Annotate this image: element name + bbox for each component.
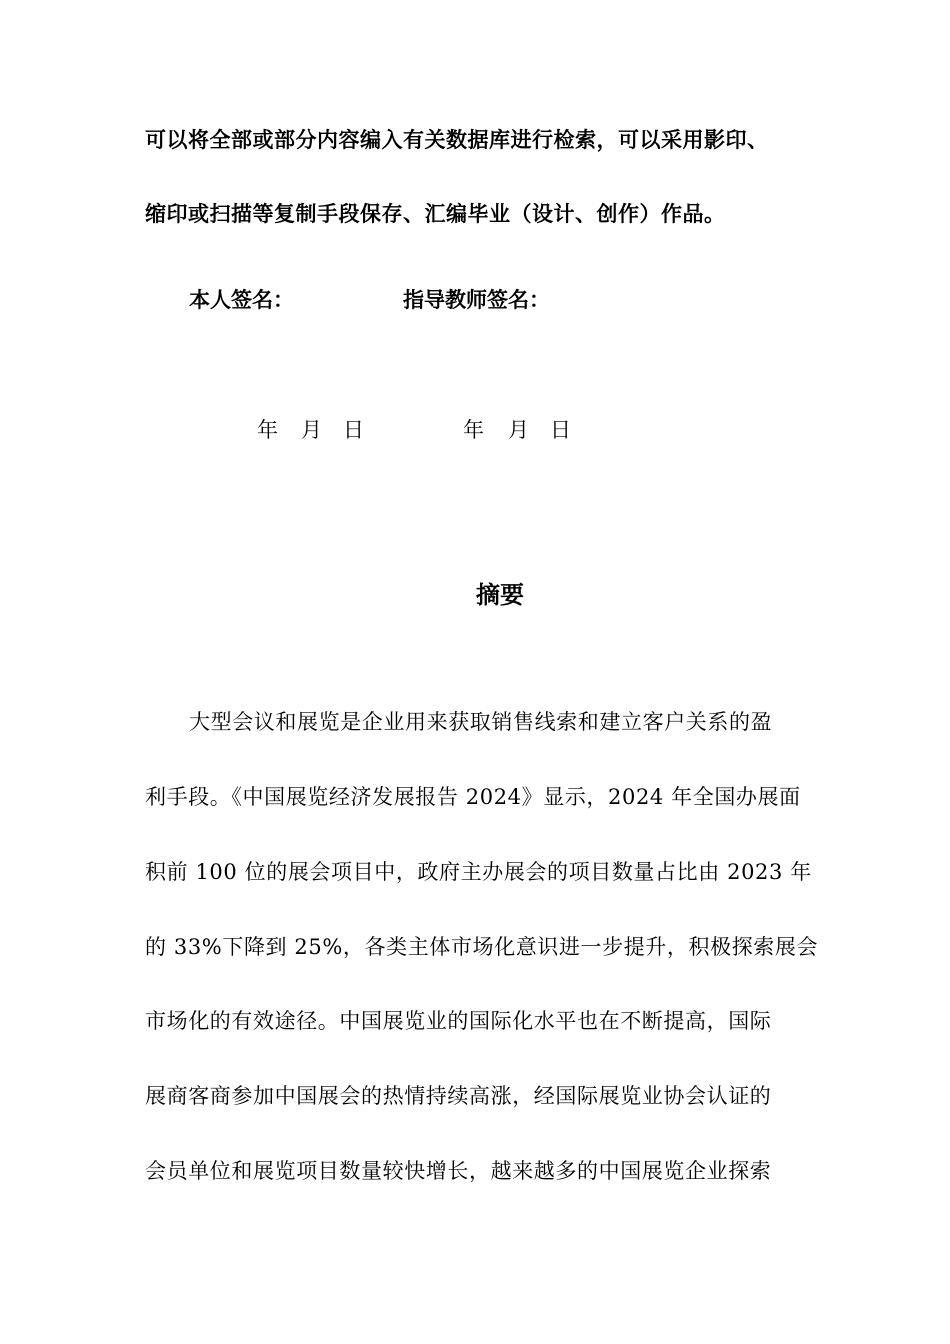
abstract-title: 摘要 [476,581,524,609]
abstract-line-5: 市场化的有效途径。中国展览业的国际化水平也在不断提高，国际 [145,1009,772,1033]
author-date-year: 年 [257,418,278,442]
abstract-line-2: 利手段。《中国展览经济发展报告 2024》显示，2024 年全国办展面 [145,785,801,809]
abstract-line-3: 积前 100 位的展会项目中，政府主办展会的项目数量占比由 2023 年 [145,860,812,884]
abstract-line-4: 的 33%下降到 25%，各类主体市场化意识进一步提升，积极探索展会 [145,935,819,959]
authorization-line-1: 可以将全部或部分内容编入有关数据库进行检索，可以采用影印、 [145,128,769,152]
author-signature-label: 本人签名： [189,288,294,312]
advisor-date-month: 月 [508,418,529,442]
advisor-signature-label: 指导教师签名： [403,288,550,312]
abstract-line-6: 展商客商参加中国展会的热情持续高涨，经国际展览业协会认证的 [145,1084,772,1108]
advisor-date-year: 年 [463,418,484,442]
abstract-line-7: 会员单位和展览项目数量较快增长，越来越多的中国展览企业探索 [145,1159,772,1183]
author-date-day: 日 [343,418,364,442]
author-date-month: 月 [301,418,322,442]
authorization-line-2: 缩印或扫描等复制手段保存、汇编毕业（设计、创作）作品。 [145,202,726,226]
abstract-line-1: 大型会议和展览是企业用来获取销售线索和建立客户关系的盈 [189,710,773,734]
advisor-date-day: 日 [550,418,571,442]
